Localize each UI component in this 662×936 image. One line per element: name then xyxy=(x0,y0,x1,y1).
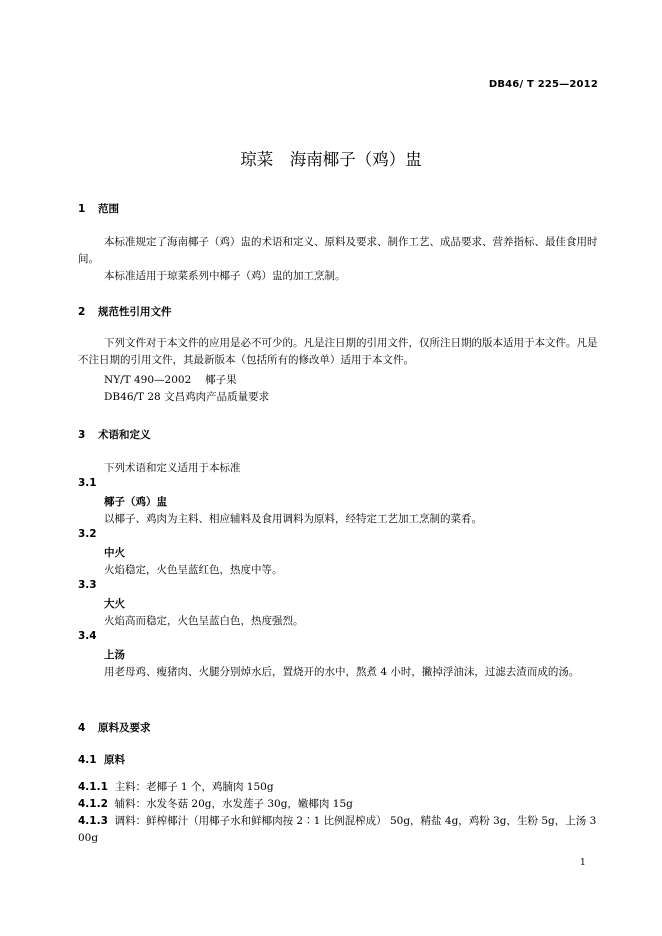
subsection-heading xyxy=(78,752,125,767)
term-number: 3.4 xyxy=(78,630,97,642)
standard-code: DB46/ T 225—2012 xyxy=(488,79,598,90)
item-text: 调料：鲜榨椰汁（用椰子水和鲜椰肉按 2∶1 比例混榨成） 50g，精盐 4g，鸡粉 3g，生粉 5g，上汤 300g xyxy=(78,815,597,844)
section-number: 1 xyxy=(78,203,86,215)
document-title: 琼菜 海南椰子（鸡）盅 xyxy=(240,150,422,169)
section-number: 4 xyxy=(78,722,86,734)
references-paragraph: 下列文件对于本文件的应用是必不可少的。凡是注日期的引用文件，仅所注日期的版本适用于本文件。凡是不注日期的引用文件，其最新版本（包括所有的修改单）适用于本文件。 xyxy=(78,337,598,366)
item-number: 4.1.1 xyxy=(78,781,108,793)
term-definition: 用老母鸡、瘦猪肉、火腿分别焯水后，置烧开的水中，熬煮 4 小时，撇掉浮油沫，过滤去渣而成的汤。 xyxy=(104,666,580,678)
term-definition: 火焰高而稳定，火色呈蓝白色，热度强烈。 xyxy=(104,615,304,627)
term-name: 上汤 xyxy=(104,649,125,661)
item-number: 4.1.2 xyxy=(78,798,108,810)
term-definition: 火焰稳定，火色呈蓝红色，热度中等。 xyxy=(104,564,283,576)
subsection-number: 4.1 xyxy=(78,754,97,766)
reference-item: NY/T 490—2002 椰子果 xyxy=(104,374,237,386)
material-item xyxy=(78,779,600,796)
section-3-heading xyxy=(78,427,151,442)
reference-item: DB46/T 28 文昌鸡肉产品质量要求 xyxy=(104,391,270,403)
section-title: 原料及要求 xyxy=(98,722,151,734)
subsection-title: 原料 xyxy=(104,754,125,766)
term-name: 椰子（鸡）盅 xyxy=(104,496,167,508)
term-number: 3.2 xyxy=(78,528,97,540)
term-name: 大火 xyxy=(104,598,125,610)
section-title: 范围 xyxy=(98,203,119,215)
term-definition: 以椰子、鸡肉为主料、相应辅料及食用调料为原料，经特定工艺加工烹制的菜肴。 xyxy=(104,513,482,525)
section-title: 术语和定义 xyxy=(98,429,151,441)
material-item xyxy=(78,813,600,847)
section-1-heading xyxy=(78,201,119,216)
section-number: 2 xyxy=(78,306,86,318)
page-number: 1 xyxy=(580,858,586,868)
section-title: 规范性引用文件 xyxy=(98,306,172,318)
term-number: 3.3 xyxy=(78,579,97,591)
item-text: 主料：老椰子 1 个，鸡腩肉 150g xyxy=(114,781,274,793)
scope-applicability: 本标准适用于琼菜系列中椰子（鸡）盅的加工烹制。 xyxy=(104,270,346,282)
section-4-heading xyxy=(78,720,151,735)
term-number: 3.1 xyxy=(78,477,97,489)
item-text: 辅料：水发冬菇 20g，水发莲子 30g，嫩椰肉 15g xyxy=(114,798,353,810)
material-item xyxy=(78,796,600,813)
section-number: 3 xyxy=(78,429,86,441)
terms-intro: 下列术语和定义适用于本标准 xyxy=(104,462,241,474)
term-name: 中火 xyxy=(104,547,125,559)
item-number: 4.1.3 xyxy=(78,815,108,827)
scope-paragraph: 本标准规定了海南椰子（鸡）盅的术语和定义、原料及要求、制作工艺、成品要求、营养指标、最佳食用时间。 xyxy=(78,236,598,265)
section-2-heading xyxy=(78,304,172,319)
